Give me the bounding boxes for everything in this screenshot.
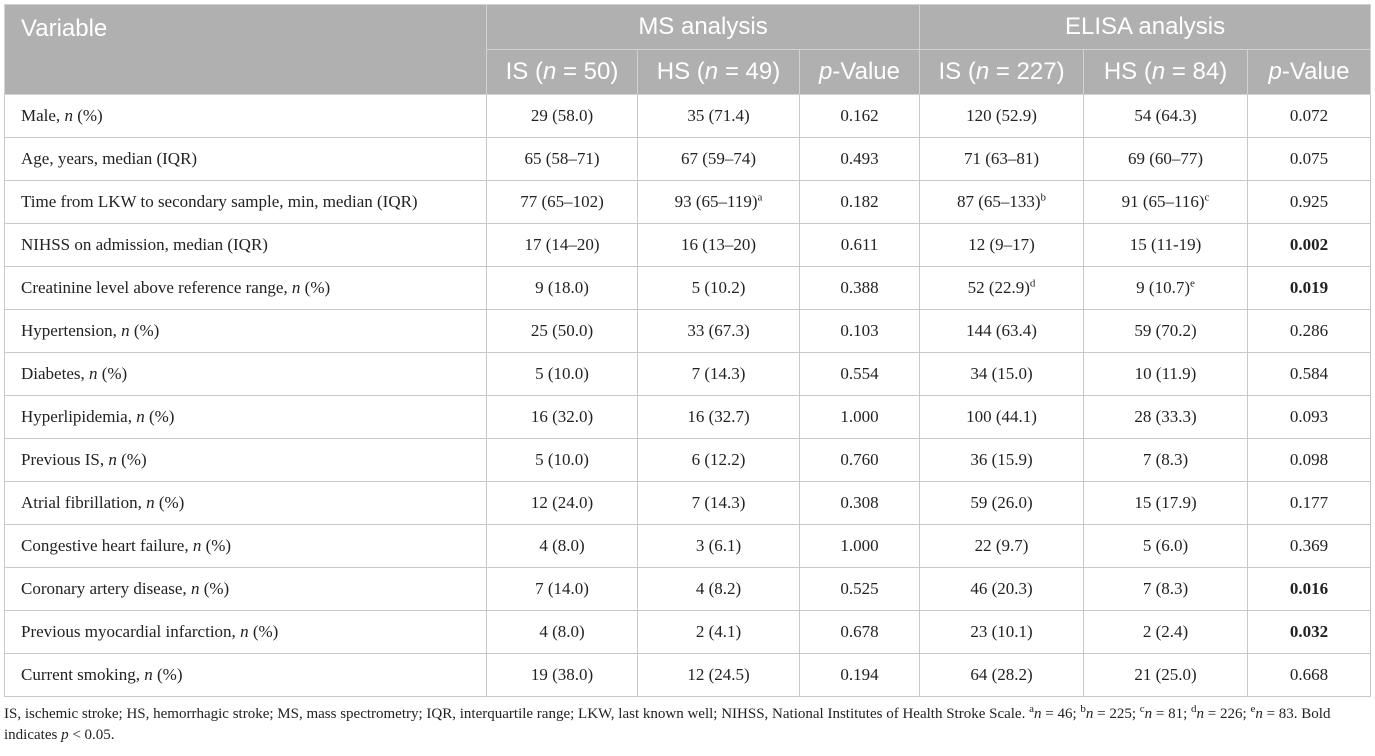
cell: 1.000 (800, 396, 920, 439)
cell: 0.493 (800, 138, 920, 181)
cell: 0.072 (1248, 95, 1371, 138)
header-elisa-pvalue: p-Value (1248, 50, 1371, 95)
cell: 100 (44.1) (920, 396, 1084, 439)
cell: 33 (67.3) (638, 310, 800, 353)
row-label: Hyperlipidemia, n (%) (5, 396, 487, 439)
cell: 16 (13–20) (638, 224, 800, 267)
header-ms-analysis: MS analysis (487, 5, 920, 50)
cell: 12 (24.0) (487, 482, 638, 525)
cell: 5 (10.0) (487, 353, 638, 396)
cell: 15 (11-19) (1084, 224, 1248, 267)
row-label: Time from LKW to secondary sample, min, median (IQR) (5, 181, 487, 224)
cell: 0.308 (800, 482, 920, 525)
row-label: Age, years, median (IQR) (5, 138, 487, 181)
cell: 4 (8.2) (638, 568, 800, 611)
table-row (5, 310, 1371, 353)
header-ms-pvalue: p-Value (800, 50, 920, 95)
row-label: Previous myocardial infarction, n (%) (5, 611, 487, 654)
cell: 5 (10.0) (487, 439, 638, 482)
cell: 7 (8.3) (1084, 439, 1248, 482)
cell: 0.611 (800, 224, 920, 267)
cell: 0.554 (800, 353, 920, 396)
header-ms-is: IS (n = 50) (487, 50, 638, 95)
row-label: Current smoking, n (%) (5, 654, 487, 697)
table-row (5, 611, 1371, 654)
row-label: Congestive heart failure, n (%) (5, 525, 487, 568)
table-row (5, 95, 1371, 138)
cell: 144 (63.4) (920, 310, 1084, 353)
cell: 69 (60–77) (1084, 138, 1248, 181)
table-row (5, 138, 1371, 181)
table-row (5, 353, 1371, 396)
table-row (5, 654, 1371, 697)
cell: 91 $(65-116)^c$ (1084, 181, 1248, 224)
cell: 0.925 (1248, 181, 1371, 224)
cell: 4 (8.0) (487, 611, 638, 654)
cell: 120 (52.9) (920, 95, 1084, 138)
row-label: Coronary artery disease, n (%) (5, 568, 487, 611)
cell: 0.019 (1248, 267, 1371, 310)
cell: 29 (58.0) (487, 95, 638, 138)
cell: 0.162 (800, 95, 920, 138)
cell: 65 (58–71) (487, 138, 638, 181)
cell: 12 (24.5) (638, 654, 800, 697)
cell: 0.194 (800, 654, 920, 697)
cell: 23 (10.1) (920, 611, 1084, 654)
cell: 71 (63–81) (920, 138, 1084, 181)
table-row (5, 525, 1371, 568)
cell: 15 (17.9) (1084, 482, 1248, 525)
cell: 16 (32.7) (638, 396, 800, 439)
cell: 7 (14.3) (638, 482, 800, 525)
table-row (5, 267, 1371, 310)
cell: 0.032 (1248, 611, 1371, 654)
row-label: NIHSS on admission, median (IQR) (5, 224, 487, 267)
table-row (5, 439, 1371, 482)
cell: 2 (2.4) (1084, 611, 1248, 654)
table-row (5, 568, 1371, 611)
cell: 17 (14–20) (487, 224, 638, 267)
cell: 59 (26.0) (920, 482, 1084, 525)
cell: 0.075 (1248, 138, 1371, 181)
cell: 0.286 (1248, 310, 1371, 353)
cell: 46 (20.3) (920, 568, 1084, 611)
cell: 0.760 (800, 439, 920, 482)
cell: 9 (18.0) (487, 267, 638, 310)
cell: 0.093 (1248, 396, 1371, 439)
cell: 34 (15.0) (920, 353, 1084, 396)
table-row (5, 181, 1371, 224)
cell: 2 (4.1) (638, 611, 800, 654)
cell: 0.177 (1248, 482, 1371, 525)
table-row (5, 396, 1371, 439)
cell: 59 (70.2) (1084, 310, 1248, 353)
cell: 0.678 (800, 611, 920, 654)
cell: 7 (14.0) (487, 568, 638, 611)
cell: 22 (9.7) (920, 525, 1084, 568)
row-label: Atrial fibrillation, n (%) (5, 482, 487, 525)
header-elisa-hs: HS (n = 84) (1084, 50, 1248, 95)
cell: 0.002 (1248, 224, 1371, 267)
cell: 0.016 (1248, 568, 1371, 611)
cell: 87 $(65-133)^b$ (920, 181, 1084, 224)
header-elisa-analysis: ELISA analysis (920, 5, 1371, 50)
cell: 93 $(65-119)^a$ (638, 181, 800, 224)
cell: 0.525 (800, 568, 920, 611)
cell: 5 (10.2) (638, 267, 800, 310)
cell: 5 (6.0) (1084, 525, 1248, 568)
cell: 25 (50.0) (487, 310, 638, 353)
characteristics-table (4, 4, 1371, 697)
cell: 0.103 (800, 310, 920, 353)
row-label: Diabetes, n (%) (5, 353, 487, 396)
cell: 6 (12.2) (638, 439, 800, 482)
cell: 7 (8.3) (1084, 568, 1248, 611)
row-label: Creatinine level above reference range, n (%) (5, 267, 487, 310)
header-ms-hs: HS (n = 49) (638, 50, 800, 95)
cell: 16 (32.0) (487, 396, 638, 439)
header-elisa-is: IS (n = 227) (920, 50, 1084, 95)
cell: 0.182 (800, 181, 920, 224)
cell: 35 (71.4) (638, 95, 800, 138)
cell: 1.000 (800, 525, 920, 568)
cell: 7 (14.3) (638, 353, 800, 396)
table-footnote: IS, ischemic stroke; HS, hemorrhagic stroke; MS, mass spectrometry; IQR, interquartile range; LKW, last known well; NIHSS, National Institutes of Health Stroke Scale. $^a$n = 46; $^b$n = 225; $^c$n = 81; $^d$n = 226; $^e$n = 83. Bold indicates p < 0.05. (4, 703, 1331, 743)
cell: 0.668 (1248, 654, 1371, 697)
cell: 36 (15.9) (920, 439, 1084, 482)
table-row (5, 224, 1371, 267)
row-label: Hypertension, n (%) (5, 310, 487, 353)
row-label: Male, n (%) (5, 95, 487, 138)
cell: 28 (33.3) (1084, 396, 1248, 439)
cell: 64 (28.2) (920, 654, 1084, 697)
cell: 4 (8.0) (487, 525, 638, 568)
cell: 0.098 (1248, 439, 1371, 482)
cell: 67 (59–74) (638, 138, 800, 181)
cell: 0.584 (1248, 353, 1371, 396)
cell: 19 (38.0) (487, 654, 638, 697)
cell: 9 $(10.7)^e$ (1084, 267, 1248, 310)
header-variable: Variable (5, 5, 487, 95)
cell: 54 (64.3) (1084, 95, 1248, 138)
cell: 10 (11.9) (1084, 353, 1248, 396)
table-row (5, 482, 1371, 525)
cell: 0.388 (800, 267, 920, 310)
cell: 12 (9–17) (920, 224, 1084, 267)
cell: 0.369 (1248, 525, 1371, 568)
cell: 21 (25.0) (1084, 654, 1248, 697)
cell: 52 $(22.9)^d$ (920, 267, 1084, 310)
row-label: Previous IS, n (%) (5, 439, 487, 482)
cell: 77 (65–102) (487, 181, 638, 224)
cell: 3 (6.1) (638, 525, 800, 568)
